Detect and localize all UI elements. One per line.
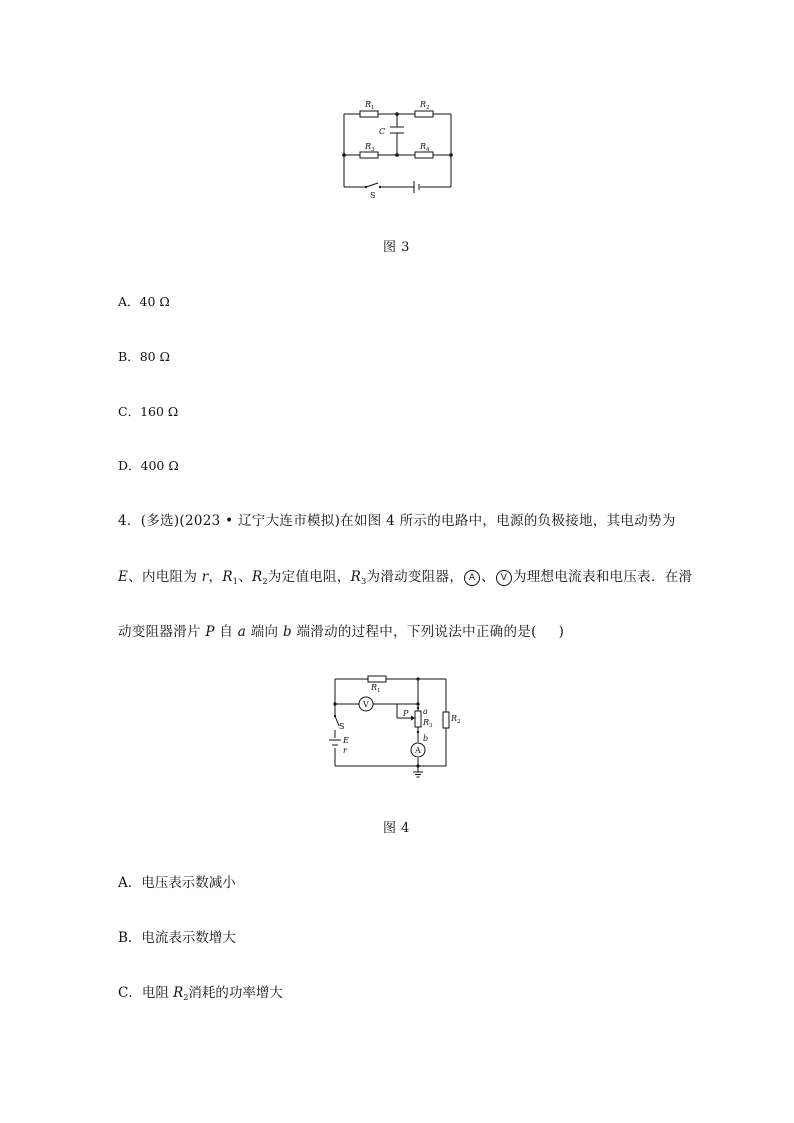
capacitor-label: C (379, 127, 386, 136)
option-value: 160 Ω (140, 404, 179, 419)
r1-label: $R_1$ (371, 683, 381, 694)
voltmeter-letter: V (363, 700, 369, 709)
question-4-line-2: E、内电阻为 r，$R_1$、$R_2$为定值电阻，$R_3$为滑动变阻器， A 、 V 为理想电流表和电压表．在滑 (118, 569, 693, 586)
slider-a-label: a (423, 707, 428, 716)
q4-option-a (118, 871, 236, 891)
ammeter-symbol: A (464, 570, 480, 586)
figure-3-circuit-diagram (330, 95, 465, 205)
r4-label: $R_4$ (420, 142, 430, 153)
option-letter: C． (118, 404, 141, 419)
ammeter-letter: A (415, 746, 421, 755)
option-value: 400 Ω (140, 458, 179, 473)
q3-option-a (118, 292, 170, 310)
r2-label: $R_2$ (420, 100, 430, 111)
option-letter: A． (118, 875, 142, 891)
r3-label: $R_3$ (365, 142, 375, 153)
option-letter: A． (118, 294, 140, 309)
figure-3-caption: 图 3 (383, 240, 410, 255)
voltmeter-symbol: V (496, 570, 512, 586)
r1-resistor (368, 676, 386, 682)
q4-option-c: C．电阻 $R_2$消耗的功率增大 (118, 985, 283, 1002)
q3-option-b (118, 347, 170, 365)
option-text: 电流表示数增大 (141, 930, 236, 946)
emf-label: E (343, 736, 349, 745)
q3-option-d (118, 456, 179, 474)
option-letter: D． (118, 458, 141, 473)
slider-b-label: b (423, 734, 429, 743)
figure-4-circuit-diagram (325, 668, 460, 780)
r3-resistor (360, 152, 378, 158)
option-letter: C． (118, 985, 142, 1001)
option-text: 电压表示数减小 (141, 875, 236, 891)
r3-resistor (415, 711, 421, 727)
r3-label: $R_3$ (423, 718, 433, 729)
question-4-line-3: 动变阻器滑片 P 自 a 端向 b 端滑动的过程中，下列说法中正确的是( ) (118, 624, 565, 640)
r2-resistor (443, 712, 449, 728)
r4-resistor (415, 152, 433, 158)
option-letter: B． (118, 930, 142, 946)
q4-option-b (118, 926, 236, 946)
r2-resistor (415, 111, 433, 117)
r2-label: $R_2$ (451, 714, 461, 725)
slider-p-label: P (403, 709, 409, 718)
q3-option-c (118, 402, 178, 420)
option-value: 80 Ω (139, 349, 170, 364)
question-4-line-1: 4．(多选)(2023 • 辽宁大连市模拟)在如图 4 所示的电路中，电源的负极接地，其电动势为 (118, 513, 676, 529)
option-value: 40 Ω (139, 294, 170, 309)
r1-label: $R_1$ (365, 100, 375, 111)
switch-label: S (370, 191, 376, 200)
internal-resistance-label: r (343, 746, 347, 755)
switch-label: S (339, 722, 345, 731)
option-letter: B． (118, 349, 140, 364)
figure-4-caption: 图 4 (383, 821, 410, 836)
r1-resistor (360, 111, 378, 117)
